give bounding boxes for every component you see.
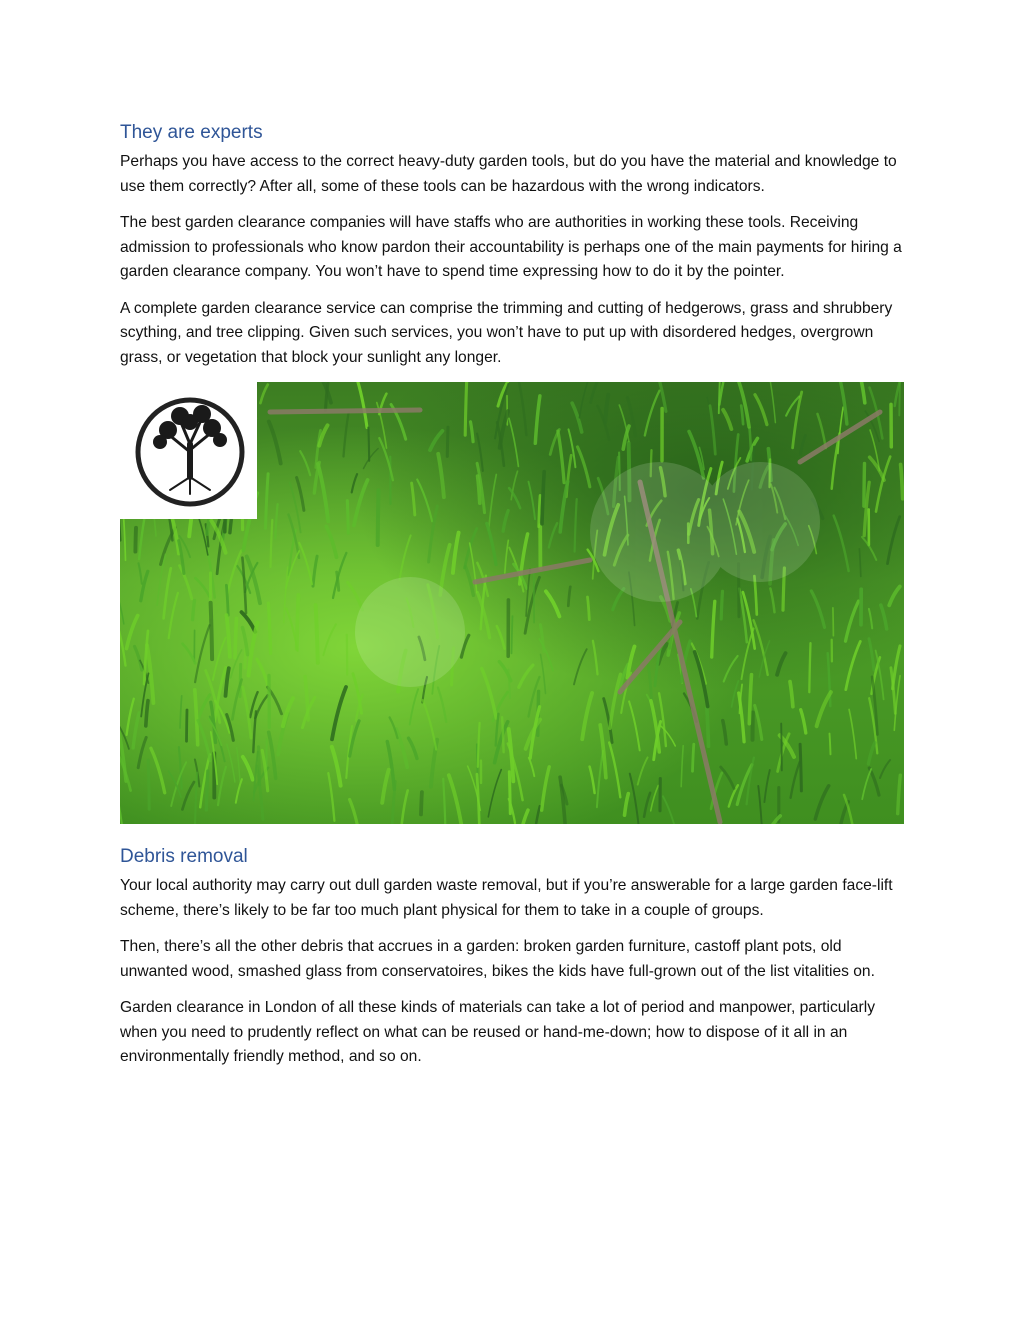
section-heading-debris: Debris removal [120, 846, 248, 867]
grass-blade [206, 771, 208, 810]
grass-blade [749, 675, 751, 724]
grass-blade [146, 701, 148, 726]
grass-blade [512, 616, 513, 653]
grass-blade [268, 603, 270, 653]
grass-blade [226, 585, 228, 615]
grass-blade [830, 734, 831, 755]
grass-blade [809, 643, 810, 692]
grass-blade [347, 501, 348, 534]
grass-blade [478, 476, 480, 503]
grass-blade [135, 528, 136, 552]
paragraph: Garden clearance in London of all these kinds of materials can take a lot of period and manpower, particularly when you need to prudently reflect on what can be reused or hand-me-down; how to dispose of it all in an environmentally friendly method, and so on. [120, 999, 876, 1065]
grass-blade [368, 428, 369, 461]
grass-blade [148, 760, 149, 809]
grass-blade [509, 772, 510, 814]
grass-blade [187, 710, 188, 741]
grass-blade [259, 747, 260, 785]
grass-blade [833, 608, 834, 636]
grass-blade [316, 605, 318, 663]
grass-blade [721, 591, 722, 619]
grass-blade [465, 382, 467, 435]
grass-blade [707, 708, 709, 746]
paragraph: Your local authority may carry out dull garden waste removal, but if you’re answerable for a large garden face-lift scheme, there’s likely to be far too much plant physical for them to take in a couple of groups. [120, 877, 893, 919]
grass-blade [193, 601, 195, 620]
grass-blade [542, 472, 544, 524]
tree-logo-icon [120, 382, 257, 519]
grass-blade [211, 603, 213, 659]
paragraph: A complete garden clearance service can comprise the trimming and cutting of hedgerows, grass and shrubbery scything, and tree clipping. Given such services, you won’t have to put up with disordered hedges, overgrown grass, or vegetation that block your sunlight any longer. [120, 299, 893, 366]
grass-blade [297, 595, 299, 649]
grass-blade [693, 744, 694, 771]
grass-blade [539, 495, 540, 526]
grass-blade [864, 463, 865, 506]
document-page [120, 118, 904, 1082]
grass-blade [235, 618, 237, 658]
grass-blade [588, 597, 590, 620]
garden-foliage-photo [120, 382, 904, 824]
grass-blade [800, 744, 801, 791]
paragraph: Perhaps you have access to the correct heavy-duty garden tools, but do you have the material and knowledge to use them correctly? After all, some of these tools can be hazardous with the wrong indicators. [120, 153, 897, 195]
grass-blade [421, 792, 422, 814]
paragraph: Then, there’s all the other debris that accrues in a garden: broken garden furniture, castoff plant pots, old unwanted wood, smashed glass from conservatoires, bikes the kids have full-grown out of the list vitalities on. [120, 938, 875, 980]
grass-blade [447, 427, 448, 456]
grass-blade [781, 724, 782, 771]
grass-blade [502, 717, 504, 752]
grass-blade [378, 490, 379, 545]
clearthelot-logo [120, 382, 257, 519]
section-heading-experts: They are experts [120, 122, 263, 143]
paragraph: The best garden clearance companies will have staffs who are authorities in working these tools. Receiving admission to professionals who know pardon their accountability is perhaps one of the main payments for hiring a garden clearance company. You won’t have to spend time expressing how to do it by the pointer. [120, 214, 902, 280]
grass-blade [901, 465, 903, 499]
